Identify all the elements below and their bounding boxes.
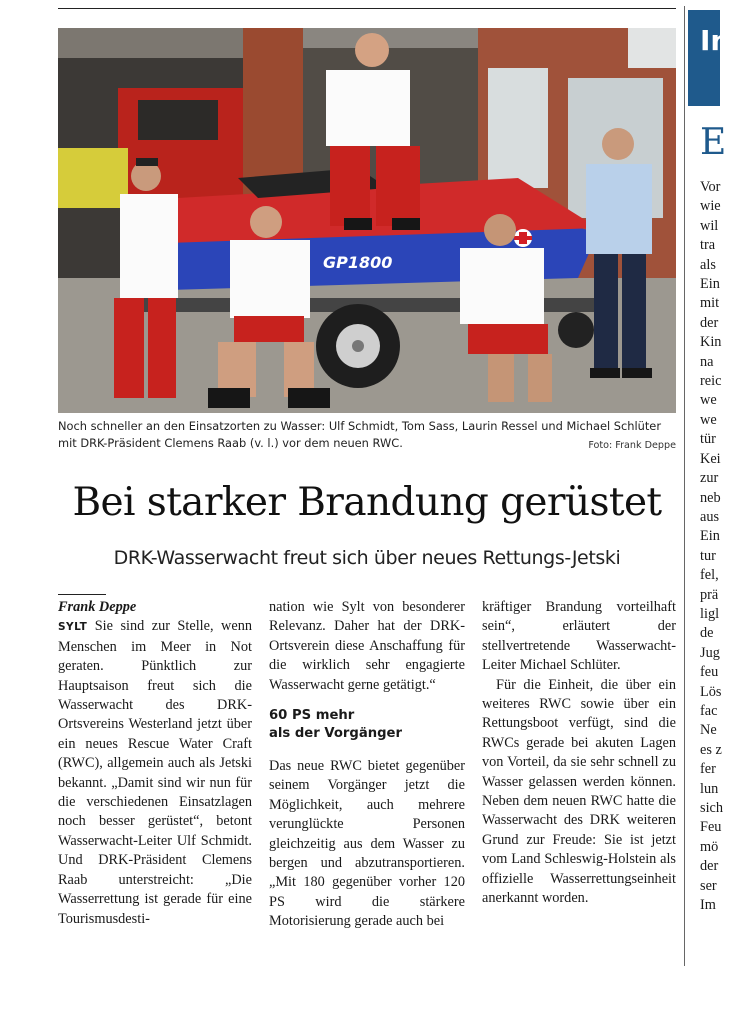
article-column-1 (58, 598, 252, 929)
sidebar-line: fer (700, 761, 716, 778)
sidebar-line: Jug (700, 644, 720, 661)
sidebar-line: Kei (700, 450, 721, 467)
sidebar-line: fac (700, 702, 718, 719)
sidebar-line: Feu (700, 819, 722, 836)
sidebar-line: mit (700, 295, 720, 312)
paragraph (58, 617, 252, 929)
sidebar-line: reic (700, 373, 722, 390)
sidebar-line: lun (700, 780, 719, 797)
sidebar-line: ser (700, 877, 717, 894)
sidebar-line: fel, (700, 567, 719, 584)
sidebar-article (688, 6, 730, 966)
sidebar-line: de (700, 625, 714, 642)
sidebar-line: Ein (700, 276, 720, 293)
sidebar-line: we (700, 392, 717, 409)
sidebar-banner (688, 10, 730, 106)
sidebar-line: Im (700, 897, 716, 914)
column-divider (684, 6, 685, 966)
sidebar-line: Ne (700, 722, 717, 739)
article-headline: Bei starker Brandung gerüstet (72, 480, 662, 525)
sidebar-line: feu (700, 664, 719, 681)
sidebar-line: Kin (700, 334, 722, 351)
sidebar-line: tur (700, 547, 716, 564)
article-column-3 (482, 598, 676, 909)
sidebar-line: we (700, 411, 717, 428)
photo-caption-text: Noch schneller an den Einsatzorten zu Wasser: Ulf Schmidt, Tom Sass, Laurin Ressel und Michael Schlüter mit DRK-Präsident Clemens Raab (v. l.) vor dem neuen RWC. (58, 419, 661, 450)
sidebar-line: Lös (700, 683, 722, 700)
sidebar-line: tür (700, 431, 716, 448)
photo-illustration (58, 28, 676, 413)
photo-caption (58, 418, 676, 454)
sidebar-line: der (700, 314, 719, 331)
section-subtitle-line-1: 60 PS mehr (269, 708, 355, 724)
sidebar-line: ligl (700, 605, 720, 622)
dateline: SYLT (58, 621, 88, 634)
sidebar-line: Vor (700, 179, 721, 195)
section-subtitle-line-2: als der Vorgänger (269, 726, 403, 742)
sidebar-line: Ein (700, 528, 720, 545)
article-column-2 (269, 598, 465, 932)
sidebar-heading: E (700, 122, 727, 163)
paragraph: Das neue RWC bietet gegenüber seinem Vorgänger jetzt die Möglichkeit, auch mehrere verunglückte Personen gleichzeitig aus dem Wasser zu bergen und abzutransportieren. „Mit 180 gegenüber vorher 120 PS wird die stärkere Motorisierung gerade auch bei (269, 758, 465, 930)
paragraph: kräftiger Brandung vorteilhaft sein“, erläutert der stellvertretende Wasserwacht-Leiter Michael Schlüter. (482, 599, 676, 674)
sidebar-line: zur (700, 470, 719, 487)
sidebar-line: wie (700, 198, 721, 215)
photo-credit: Foto: Frank Deppe (588, 440, 676, 451)
paragraph-text: Sie sind zur Stelle, wenn Menschen im Meer in Not geraten. Pünktlich zur Hauptsaison freut sich die Wasserwacht des DRK-Ortsvereins Westerland jetzt über ein neues Rescue Water Craft (RWC), allgemein auch als Jetski bekannt. „Damit sind wir nun für die verschiedenen Einsatzlagen noch besser gerüstet“, betont Wasserwacht-Leiter Ulf Schmidt. Und DRK-Präsident Clemens Raab unterstreicht: „Die Wasserrettung ist gerade für eine Tourismusdesti- (58, 618, 252, 927)
sidebar-text (700, 178, 723, 915)
sidebar-line: der (700, 858, 719, 875)
sidebar-line: wil (700, 217, 719, 234)
sidebar-line: aus (700, 508, 720, 525)
jetski-hull-text: GP1800 (323, 253, 393, 272)
author-rule (58, 594, 106, 595)
sidebar-line: na (700, 353, 714, 370)
sidebar-line: sich (700, 800, 724, 816)
article-subheadline: DRK-Wasserwacht freut sich über neues Rettungs-Jetski (113, 547, 621, 569)
section-subtitle (269, 707, 465, 743)
top-rule (58, 8, 676, 9)
sidebar-line: mö (700, 838, 719, 855)
article-photo (58, 28, 676, 413)
sidebar-line: prä (700, 586, 719, 603)
sidebar-line: neb (700, 489, 721, 506)
sidebar-line: tra (700, 237, 716, 254)
paragraph: Für die Einheit, die über ein weiteres RWC sowie über ein Rettungsboot verfügt, sind die RWCs gerade bei akuten Lagen von Vorteil, da sie sehr schnell zu Wasser gelassen werden können. Neben dem neuen RWC hatte die Wasserwacht des DRK weiteren Grund zur Freude: Sie ist jetzt vom Land Schleswig-Holstein als offizielle Wasserrettungseinheit anerkannt worden. (482, 676, 676, 907)
paragraph: nation wie Sylt von besonderer Relevanz. Daher hat der DRK-Ortsverein diese Anschaffung für die wirklich sehr engagierte Wasserwacht gerne getätigt.“ (269, 599, 465, 693)
sidebar-line: als (700, 256, 716, 273)
sidebar-line: es z (700, 741, 722, 758)
author-name: Frank Deppe (58, 599, 137, 615)
sidebar-banner-text: In (700, 24, 730, 57)
